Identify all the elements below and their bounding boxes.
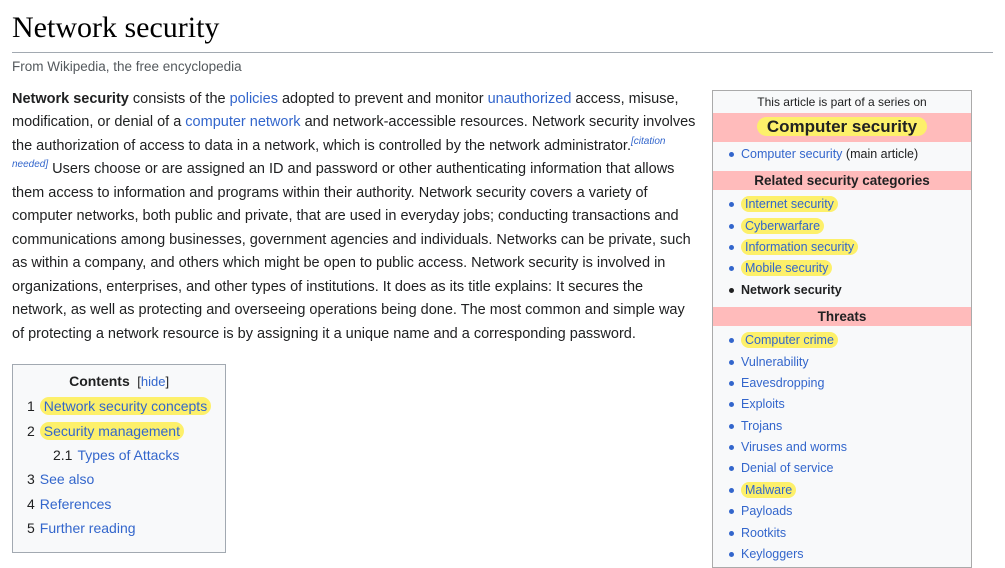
sidebar-item-malware[interactable] <box>729 480 971 501</box>
toc-item-3[interactable] <box>27 469 211 489</box>
toc-number: 3 <box>27 471 35 488</box>
sidebar-item-highlight <box>741 260 832 276</box>
sidebar-item-information-security[interactable] <box>729 237 971 258</box>
toc-heading-label: Contents <box>69 373 130 390</box>
sidebar-link-payloads[interactable]: Payloads <box>741 504 793 519</box>
sidebar-item-highlight <box>741 482 796 498</box>
sidebar-title <box>713 113 971 142</box>
sidebar-item-rootkits[interactable] <box>729 523 971 544</box>
toc-link-network-security-concepts[interactable]: Network security concepts <box>43 398 208 415</box>
toc-number: 4 <box>27 495 35 512</box>
toc-item-1[interactable] <box>27 396 211 416</box>
toc-item-2-1[interactable] <box>27 445 211 465</box>
sidebar-item-highlight <box>741 332 838 348</box>
citation-needed-link[interactable]: [citation needed] <box>12 136 666 171</box>
lead-text-5: Users choose or are assigned an ID and password or other authenticating information that allows them access to information and programs within their authority. Network security covers a variety of computer networks, both public and private, that are used in everyday jobs; conducting transactions and communications among businesses, government agencies and individuals. Networks can be private, such as within a company, and others which might be open to public access. Network security is involved in organizations, enterprises, and other types of institutions. It does as its title explains: It secures the network, as well as protecting and overseeing operations being done. The most common and simple way of protecting a network resource is by assigning it a unique name and a corresponding password. <box>12 161 691 342</box>
toc-item-5[interactable] <box>27 518 211 538</box>
lead-text-4: and network-accessible resources. Network security involves the authorization of access to data in a network, which is controlled by the network administrator. <box>12 114 696 154</box>
sidebar-series-note: This article is part of a series on <box>757 95 927 109</box>
sidebar-link-exploits[interactable]: Exploits <box>741 397 785 412</box>
sidebar-item-internet-security[interactable] <box>729 194 971 215</box>
sidebar-item-payloads[interactable] <box>729 501 971 522</box>
computer-security-sidebar <box>712 90 972 568</box>
sidebar-item-vulnerability[interactable] <box>729 352 971 373</box>
sidebar-link-internet-security[interactable]: Internet security <box>745 197 834 212</box>
toc-hide-link[interactable]: hide <box>140 374 166 390</box>
article-page <box>0 10 1005 561</box>
toc-number: 2.1 <box>53 446 73 463</box>
sidebar-item-network-security <box>729 280 971 301</box>
sidebar-item-mobile-security[interactable] <box>729 258 971 279</box>
sidebar-item-exploits[interactable] <box>729 394 971 415</box>
toc-link-further-reading[interactable]: Further reading <box>39 519 136 536</box>
sidebar-threats-list <box>713 328 971 567</box>
toc-item-2[interactable] <box>27 421 211 441</box>
sidebar-item-keyloggers[interactable] <box>729 544 971 565</box>
lead-text-3: access, misuse, modification, or denial of a <box>12 91 679 131</box>
toc-toggle <box>134 374 169 389</box>
lead-term: Network security <box>12 91 129 107</box>
toc-heading <box>27 373 211 389</box>
toc-number: 2 <box>27 422 35 439</box>
sidebar-link-eavesdropping[interactable]: Eavesdropping <box>741 375 825 390</box>
sidebar-header-related-categories: Related security categories <box>713 171 971 190</box>
toc-link-security-management[interactable]: Security management <box>43 422 180 439</box>
sidebar-main-article-note: (main article) <box>842 146 919 161</box>
article-body <box>12 88 712 553</box>
sidebar-title-highlight: Computer security <box>757 117 927 136</box>
toc-item-highlight <box>40 397 211 415</box>
lead-paragraph <box>12 88 700 346</box>
sidebar-item-trojans[interactable] <box>729 416 971 437</box>
toc-item-4[interactable] <box>27 494 211 514</box>
sidebar-link-denial-of-service[interactable]: Denial of service <box>741 461 834 476</box>
sidebar-item-eavesdropping[interactable] <box>729 373 971 394</box>
site-tagline: From Wikipedia, the free encyclopedia <box>12 59 242 74</box>
sidebar-link-information-security[interactable]: Information security <box>745 240 855 255</box>
link-computer-network[interactable]: computer network <box>185 114 301 131</box>
sidebar-item-computer-crime[interactable] <box>729 330 971 351</box>
table-of-contents <box>12 364 226 553</box>
toc-number: 1 <box>27 398 35 415</box>
sidebar-item-highlight <box>741 239 858 255</box>
sidebar-item-computer-security[interactable] <box>729 144 971 165</box>
sidebar-link-cyberwarfare[interactable]: Cyberwarfare <box>745 218 821 233</box>
sidebar-item-denial-of-service[interactable] <box>729 458 971 479</box>
content-row <box>12 88 993 568</box>
toc-link-references[interactable]: References <box>39 495 112 512</box>
sidebar-item-cyberwarfare[interactable] <box>729 216 971 237</box>
link-unauthorized[interactable]: unauthorized <box>487 91 572 107</box>
toc-link-see-also[interactable]: See also <box>39 471 95 488</box>
sidebar-header-threats: Threats <box>713 307 971 326</box>
toc-number: 5 <box>27 519 35 536</box>
sidebar-main-article-list <box>713 142 971 167</box>
sidebar-item-highlight <box>741 218 824 234</box>
sidebar-link-trojans[interactable]: Trojans <box>741 418 783 433</box>
lead-text-1: consists of the <box>128 91 230 107</box>
sidebar-link-computer-crime[interactable]: Computer crime <box>745 333 834 348</box>
toc-bracket-close: ] <box>165 374 170 390</box>
link-policies[interactable]: policies <box>229 91 278 107</box>
sidebar-link-keyloggers[interactable]: Keyloggers <box>741 546 804 561</box>
sidebar-item-highlight <box>741 196 838 212</box>
sidebar-link-computer-security[interactable]: Computer security <box>741 146 843 161</box>
lead-text-2: adopted to prevent and monitor <box>277 91 488 107</box>
sidebar-link-malware[interactable]: Malware <box>745 482 793 497</box>
sidebar-item-viruses-and-worms[interactable] <box>729 437 971 458</box>
sidebar-link-mobile-security[interactable]: Mobile security <box>745 261 829 276</box>
sidebar-link-rootkits[interactable]: Rootkits <box>741 525 787 540</box>
toc-link-types-of-attacks[interactable]: Types of Attacks <box>77 446 180 463</box>
sidebar-link-vulnerability[interactable]: Vulnerability <box>741 354 809 369</box>
toc-list <box>27 396 211 538</box>
toc-item-highlight <box>40 422 184 440</box>
sidebar-link-viruses-and-worms[interactable]: Viruses and worms <box>741 440 848 455</box>
sidebar-current-label: Network security <box>741 282 842 297</box>
toc-bracket-open: [ <box>137 374 141 390</box>
page-title: Network security <box>12 10 993 53</box>
sidebar-related-categories-list <box>713 192 971 303</box>
